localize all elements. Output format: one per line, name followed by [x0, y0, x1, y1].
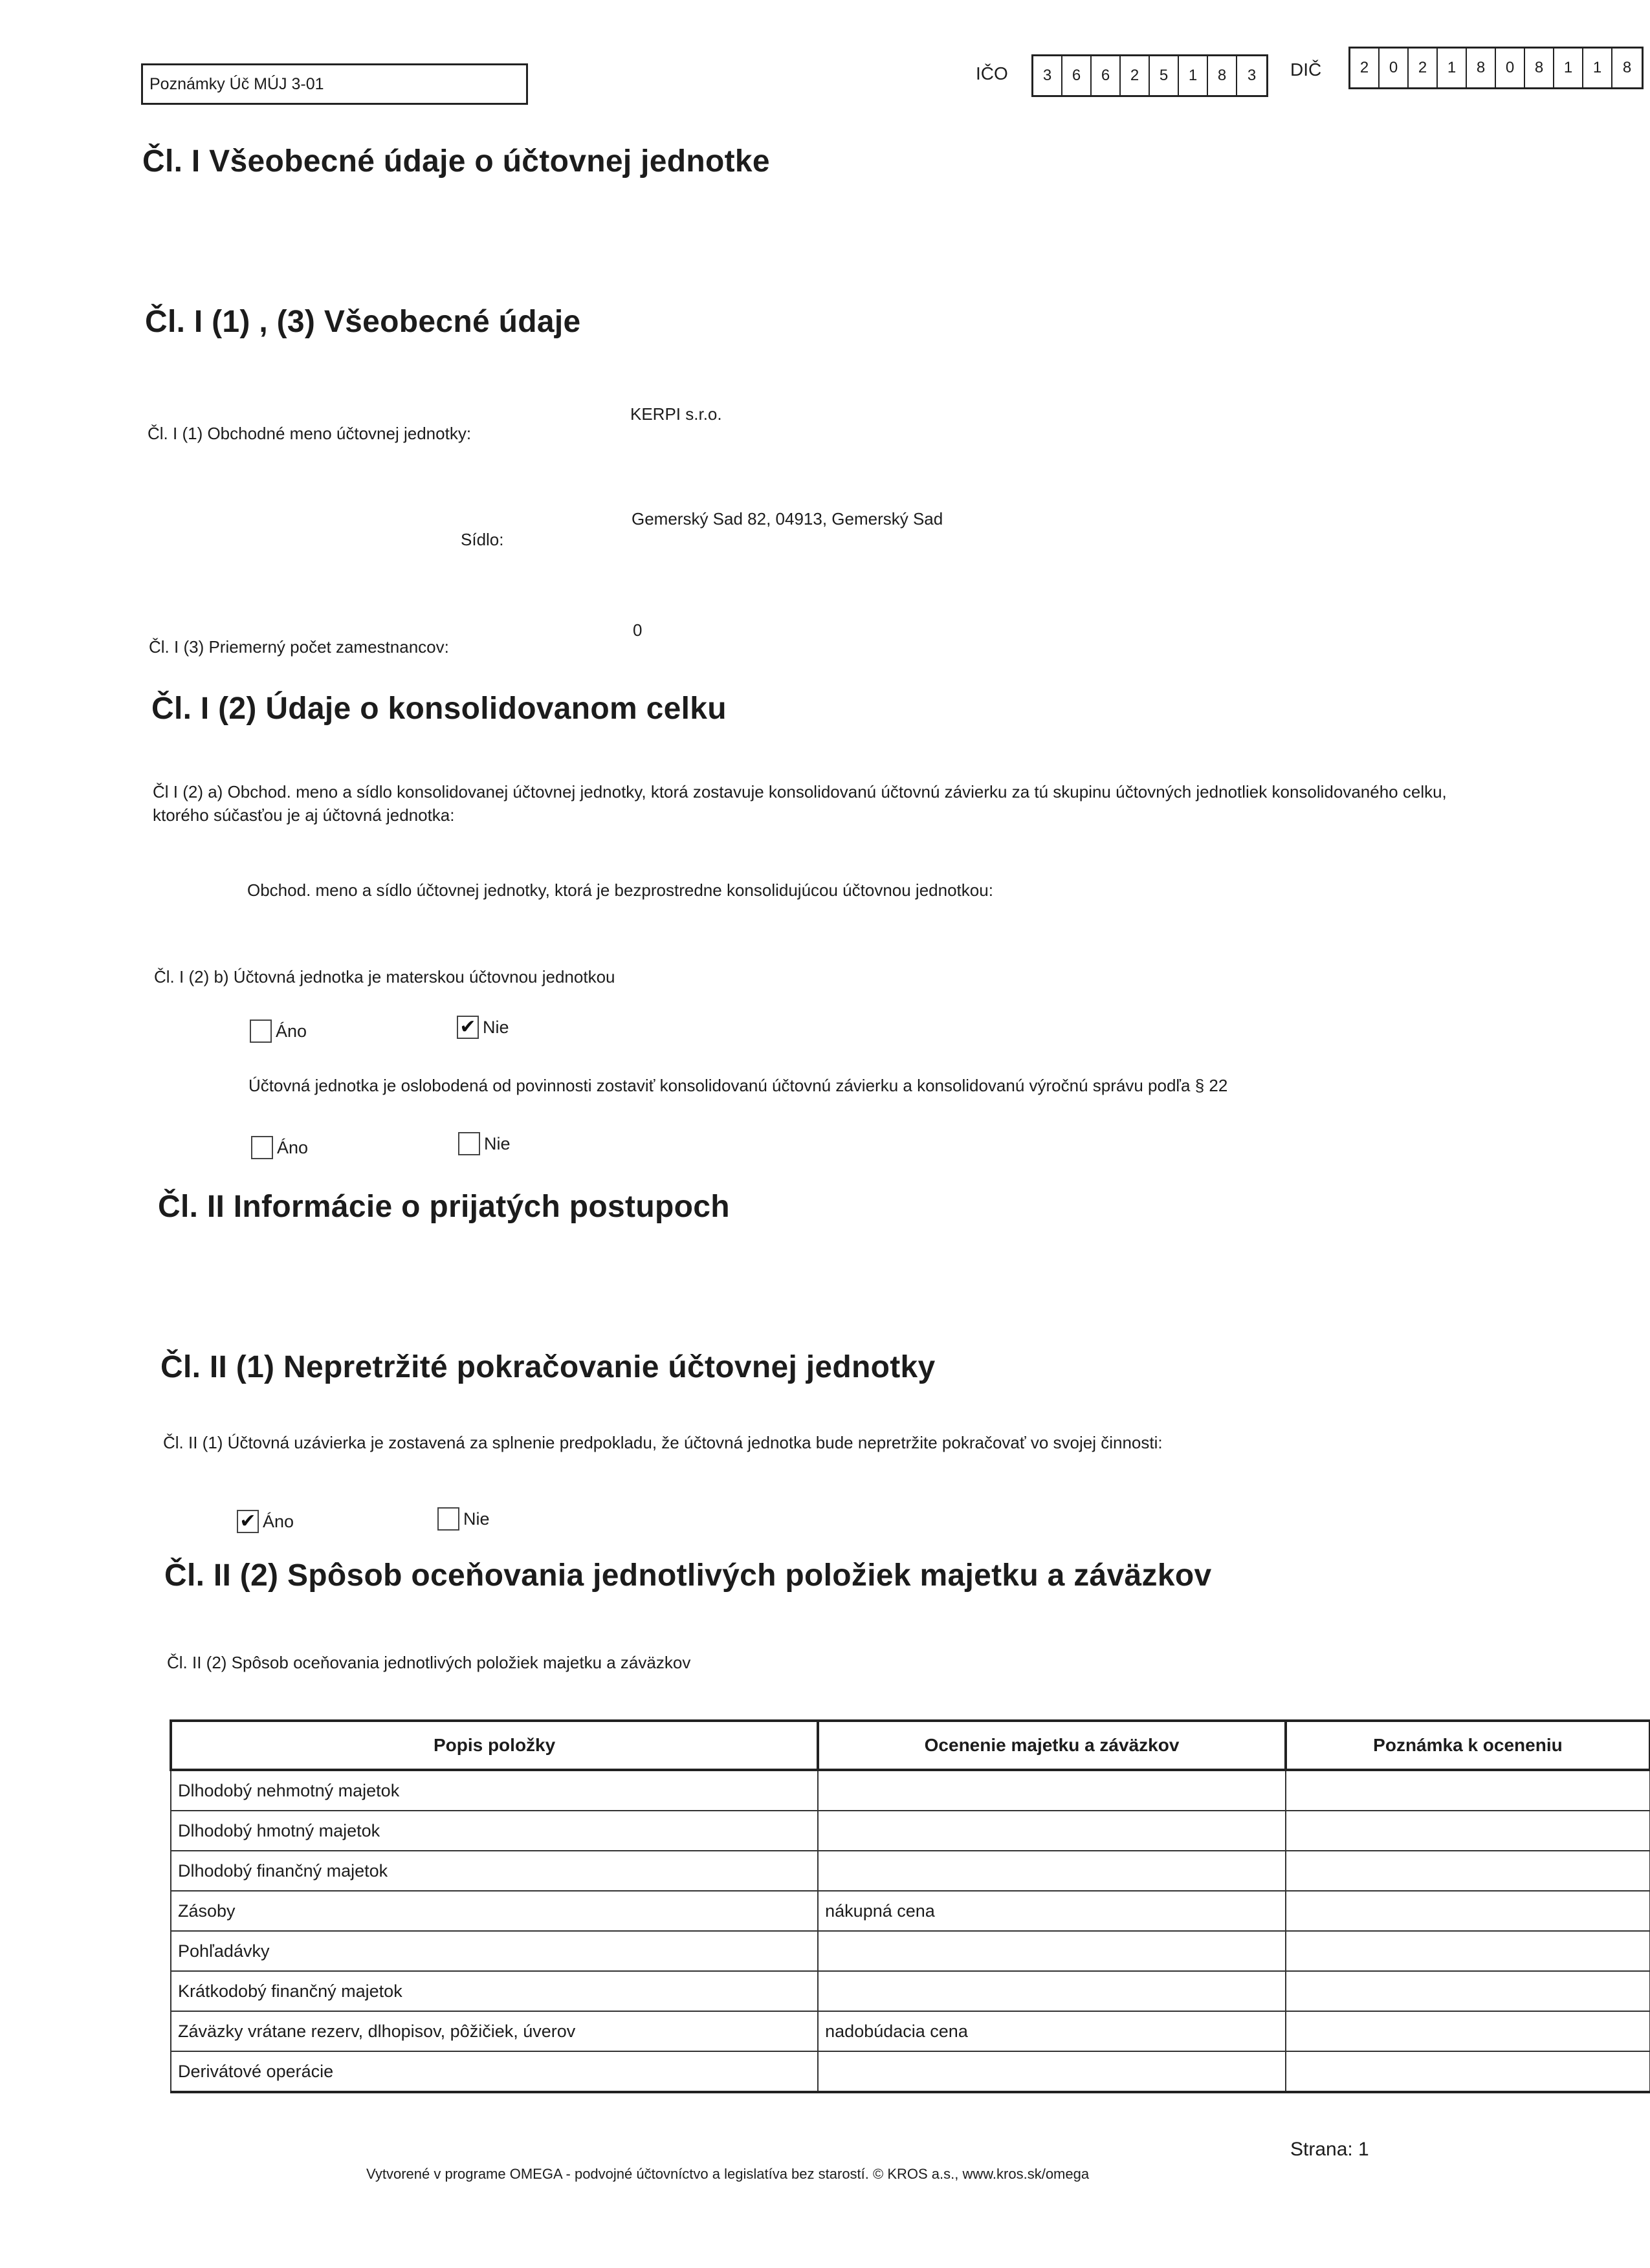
valuation-table	[170, 1719, 1650, 2093]
note-cell	[1286, 1971, 1650, 2011]
exempt-yes-label: Áno	[277, 1137, 309, 1157]
ico-digit: 2	[1121, 56, 1150, 95]
valuation-cell	[818, 1851, 1286, 1891]
parent-no-checkbox[interactable]: ✔	[457, 1016, 479, 1039]
ico-digit: 3	[1247, 67, 1257, 84]
table-row	[171, 1931, 1650, 1971]
direct-consolidator-label: Obchod. meno a sídlo účtovnej jednotky, ktorá je bezprostredne konsolidujúcou účtovnou jednotkou:	[247, 880, 993, 900]
ico-digit: 5	[1150, 56, 1179, 95]
ico-label: IČO	[976, 63, 1008, 83]
valuation-cell: nákupná cena	[818, 1891, 1286, 1931]
note-cell	[1286, 2051, 1650, 2092]
table-row	[171, 1971, 1650, 2011]
dic-digit: 2	[1409, 49, 1438, 87]
consolidation-question-line1: Čl I (2) a) Obchod. meno a sídlo konsolidovanej účtovnej jednotky, ktorá zostavuje konsolidovanú účtovnú závierku za tú skupinu účtovných jednotliek konsolidovaného celku,	[153, 782, 1447, 801]
column-header-note: Poznámka k oceneniu	[1286, 1721, 1650, 1770]
ico-digit: 8	[1208, 56, 1237, 95]
table-row	[171, 2051, 1650, 2092]
employees-label: Čl. I (3) Priemerný počet zamestnancov:	[149, 637, 449, 657]
item-cell: Záväzky vrátane rezerv, dlhopisov, pôžičiek, úverov	[171, 2011, 818, 2051]
valuation-cell	[818, 1811, 1286, 1851]
exempt-no-option[interactable]	[458, 1132, 511, 1155]
note-cell	[1286, 2011, 1650, 2051]
parent-yes-label: Áno	[276, 1021, 307, 1041]
going-concern-no-label: Nie	[463, 1509, 490, 1529]
table-row	[171, 1811, 1650, 1851]
valuation-table-caption: Čl. II (2) Spôsob oceňovania jednotlivých položiek majetku a záväzkov	[167, 1653, 691, 1672]
dic-digit: 1	[1583, 49, 1612, 87]
page-number: Strana: 1	[1290, 2139, 1369, 2160]
valuation-cell: nadobúdacia cena	[818, 2011, 1286, 2051]
dic-digit: 0	[1380, 49, 1409, 87]
parent-yes-checkbox[interactable]	[250, 1020, 272, 1043]
going-concern-question: Čl. II (1) Účtovná uzávierka je zostavená za splnenie predpokladu, že účtovná jednotka bude nepretržite pokračovať vo svojej činnosti:	[163, 1433, 1163, 1452]
dic-digit: 8	[1525, 49, 1554, 87]
form-code-box	[141, 63, 528, 105]
dic-digit: 1	[1554, 49, 1583, 87]
ico-digit: 1	[1179, 56, 1208, 95]
dic-digit: 8	[1622, 59, 1632, 76]
going-concern-yes-label: Áno	[263, 1511, 294, 1531]
item-cell: Zásoby	[171, 1891, 818, 1931]
footer-credit: Vytvorené v programe OMEGA - podvojné účtovníctvo a legislatíva bez starostí. © KROS a.s., www.kros.sk/omega	[366, 2166, 1090, 2182]
consolidation-question-line2: ktorého súčasťou je aj účtovná jednotka:	[153, 805, 455, 825]
table-row	[171, 1770, 1650, 1811]
note-cell	[1286, 1811, 1650, 1851]
exemption-question: Účtovná jednotka je oslobodená od povinnosti zostaviť konsolidovanú účtovnú závierku a konsolidovanú výročnú správu podľa § 22	[248, 1076, 1228, 1095]
going-concern-no-option[interactable]	[437, 1507, 490, 1531]
exempt-yes-checkbox[interactable]	[251, 1136, 273, 1159]
going-concern-yes-option[interactable]	[237, 1510, 294, 1533]
item-cell: Dlhodobý nehmotný majetok	[171, 1770, 818, 1811]
seat-label: Sídlo:	[461, 530, 504, 549]
item-cell: Krátkodobý finančný majetok	[171, 1971, 818, 2011]
section1-sub1-title: Čl. I (1) , (3) Všeobecné údaje	[145, 305, 581, 339]
company-name-label: Čl. I (1) Obchodné meno účtovnej jednotky:	[148, 424, 472, 443]
ico-digits	[1031, 54, 1268, 97]
employees-value: 0	[633, 620, 643, 640]
valuation-cell	[818, 1971, 1286, 2011]
dic-label: DIČ	[1290, 60, 1322, 80]
valuation-cell	[818, 1931, 1286, 1971]
item-cell: Pohľadávky	[171, 1931, 818, 1971]
exempt-yes-option[interactable]	[251, 1136, 308, 1159]
parent-yes-option[interactable]	[250, 1020, 307, 1043]
form-code: Poznámky Úč MÚJ 3-01	[149, 75, 324, 93]
company-name-value: KERPI s.r.o.	[630, 404, 722, 424]
valuation-table-header	[171, 1721, 1650, 1770]
table-row	[171, 1891, 1650, 1931]
dic-digit: 0	[1496, 49, 1525, 87]
valuation-cell	[818, 1770, 1286, 1811]
note-cell	[1286, 1770, 1650, 1811]
column-header-valuation: Ocenenie majetku a záväzkov	[818, 1721, 1286, 1770]
section2-sub2-title: Čl. II (2) Spôsob oceňovania jednotlivých položiek majetku a záväzkov	[164, 1558, 1212, 1593]
seat-value: Gemerský Sad 82, 04913, Gemerský Sad	[632, 509, 943, 529]
dic-digits	[1348, 47, 1644, 89]
going-concern-no-checkbox[interactable]	[437, 1507, 459, 1531]
note-cell	[1286, 1851, 1650, 1891]
section2-sub1-title: Čl. II (1) Nepretržité pokračovanie účtovnej jednotky	[160, 1350, 936, 1384]
dic-digit: 2	[1350, 49, 1380, 87]
ico-digit: 3	[1033, 56, 1062, 95]
consolidation-question	[153, 780, 1602, 827]
dic-digit: 1	[1438, 49, 1467, 87]
section2-title: Čl. II Informácie o prijatých postupoch	[158, 1190, 730, 1224]
exempt-no-checkbox[interactable]	[458, 1132, 480, 1155]
table-row	[171, 1851, 1650, 1891]
item-cell: Dlhodobý finančný majetok	[171, 1851, 818, 1891]
dic-digit: 8	[1467, 49, 1496, 87]
column-header-item: Popis položky	[171, 1721, 818, 1770]
ico-digit: 6	[1062, 56, 1092, 95]
parent-no-option[interactable]	[457, 1016, 509, 1039]
item-cell: Derivátové operácie	[171, 2051, 818, 2092]
section1-title: Čl. I Všeobecné údaje o účtovnej jednotke	[142, 144, 770, 179]
table-row	[171, 2011, 1650, 2051]
note-cell	[1286, 1891, 1650, 1931]
going-concern-yes-checkbox[interactable]: ✔	[237, 1510, 259, 1533]
valuation-cell	[818, 2051, 1286, 2092]
exempt-no-label: Nie	[484, 1133, 511, 1153]
note-cell	[1286, 1931, 1650, 1971]
section1-sub2-title: Čl. I (2) Údaje o konsolidovanom celku	[151, 692, 727, 726]
parent-no-label: Nie	[483, 1017, 509, 1037]
parent-entity-question: Čl. I (2) b) Účtovná jednotka je materskou účtovnou jednotkou	[154, 967, 615, 987]
item-cell: Dlhodobý hmotný majetok	[171, 1811, 818, 1851]
ico-digit: 6	[1092, 56, 1121, 95]
